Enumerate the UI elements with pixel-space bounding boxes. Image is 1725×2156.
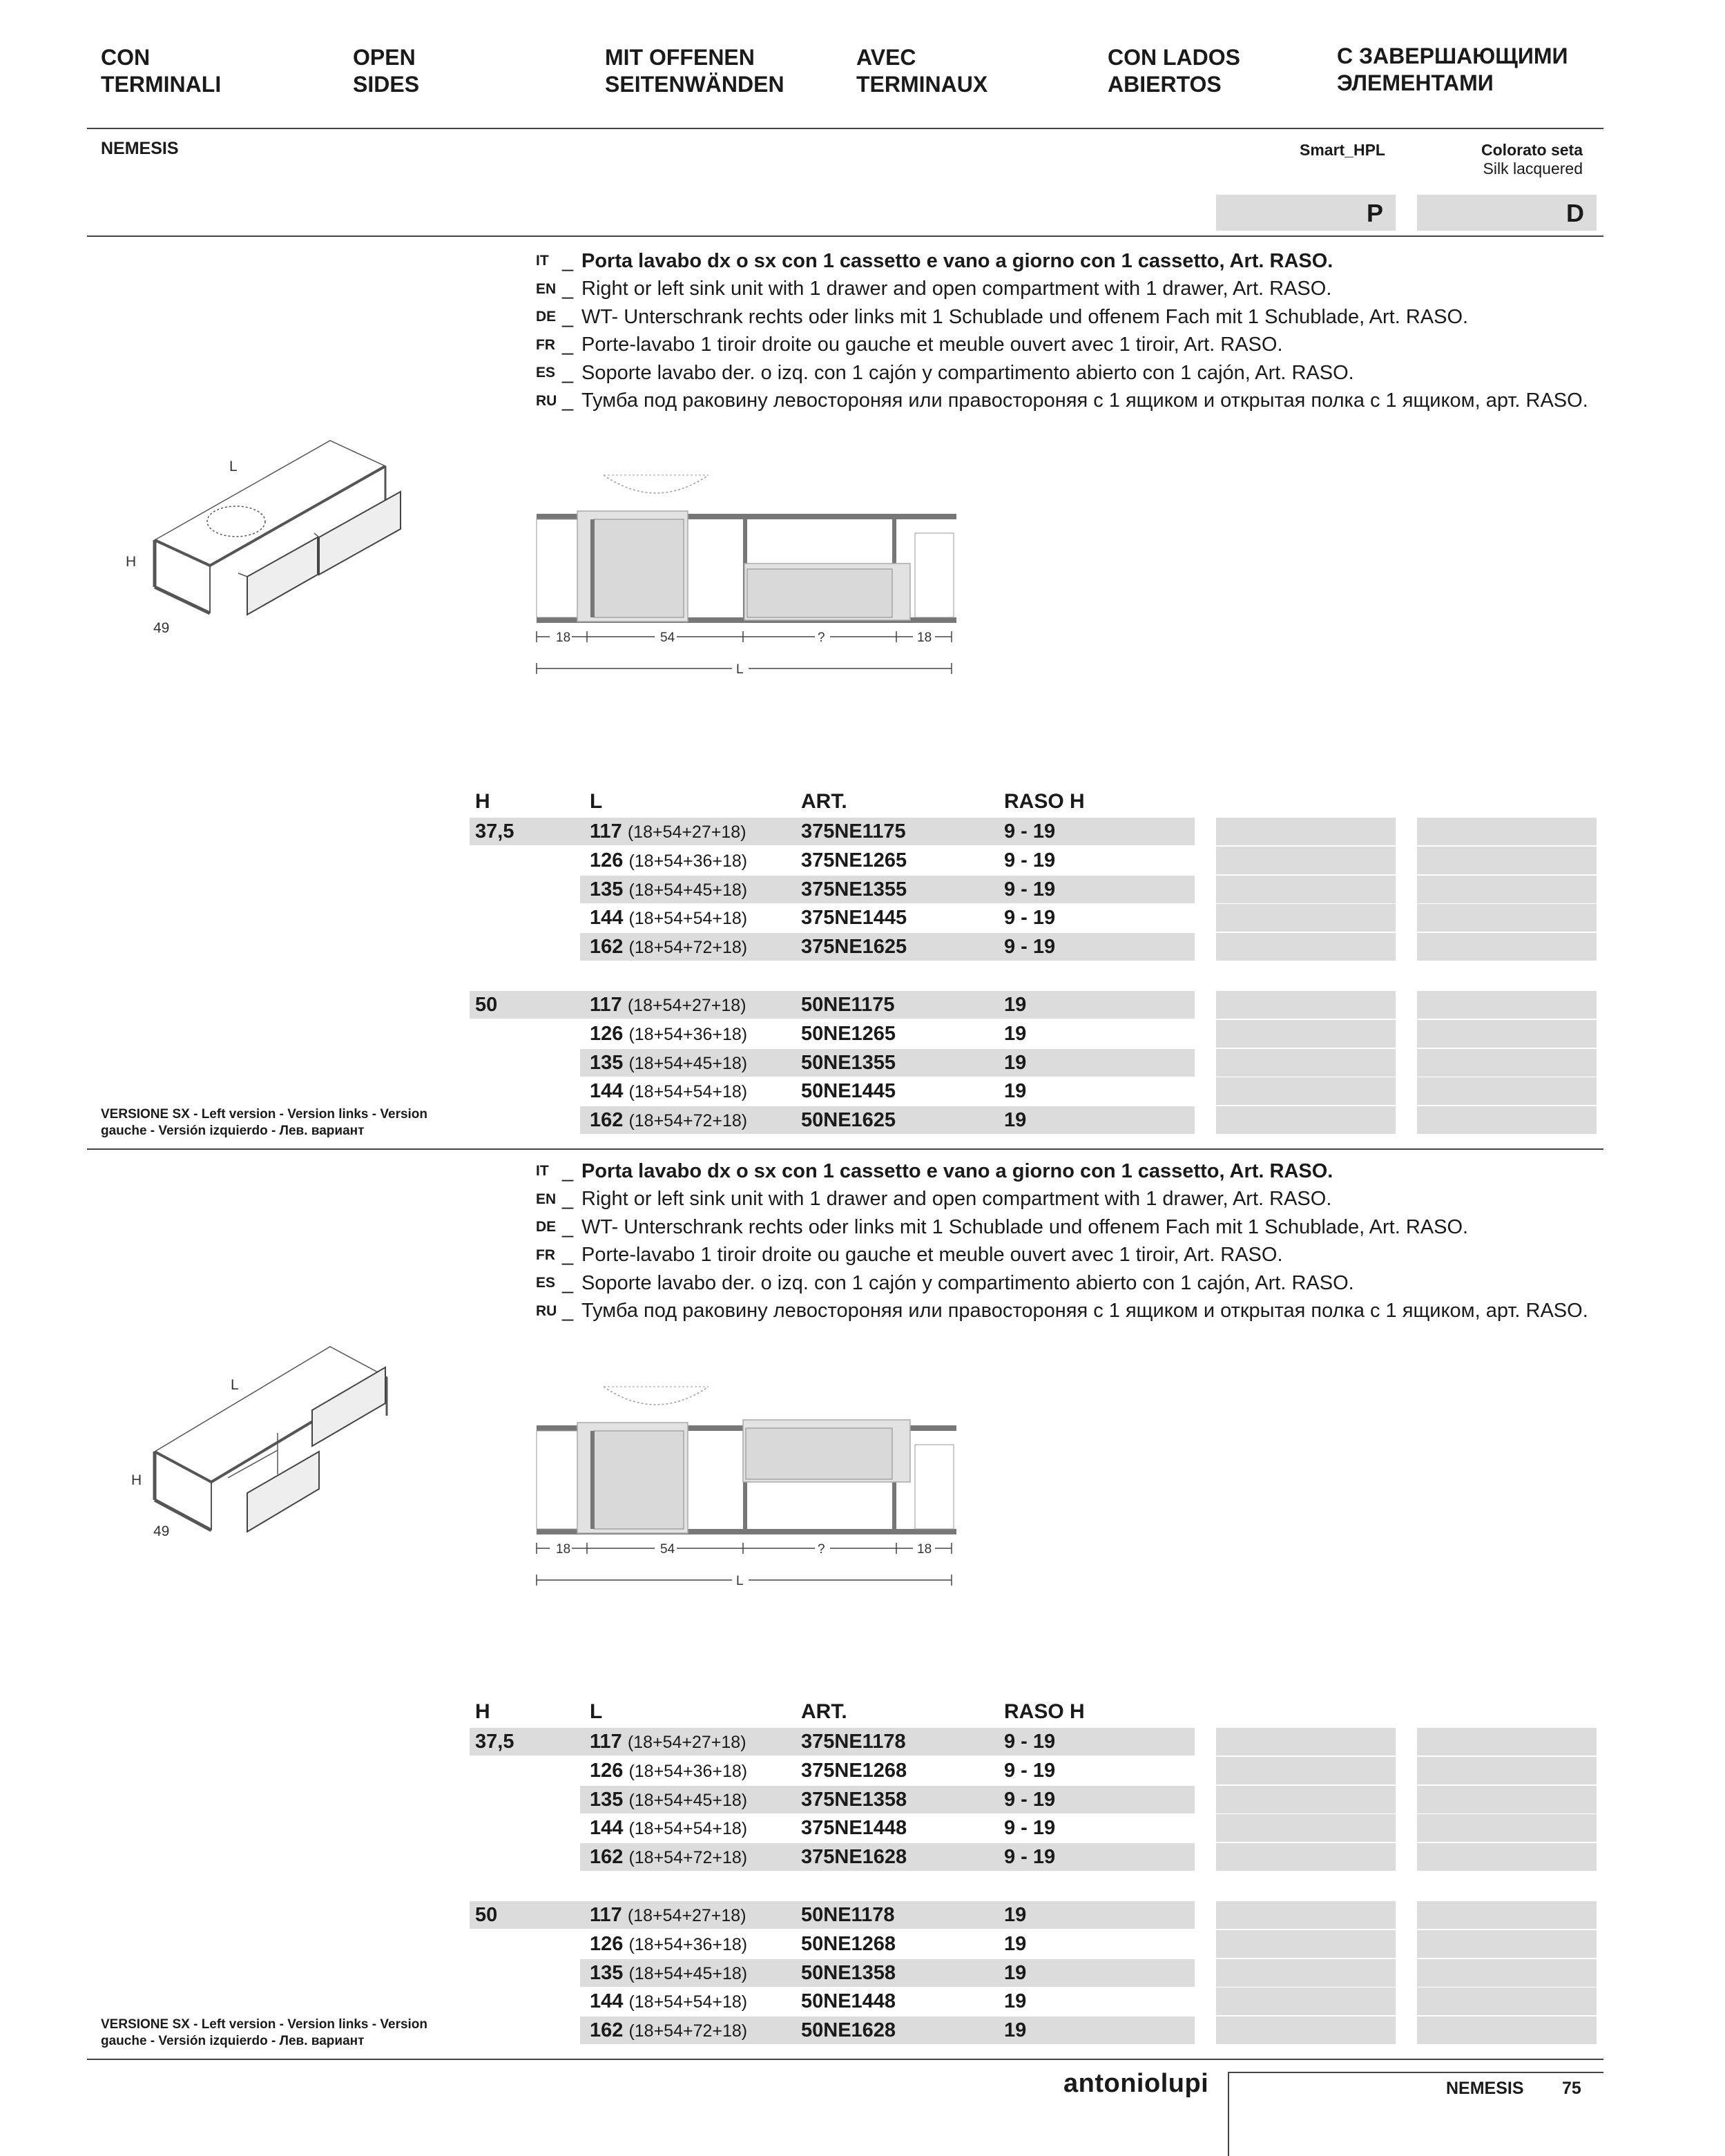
table-row [0,1930,1725,1958]
header-line: CON [101,45,151,70]
price-cell-p [1216,1077,1396,1105]
cell-l-value: 144 [590,1080,629,1103]
cell-l-value: 162 [590,1109,629,1132]
cell-l-value: 126 [590,1022,629,1045]
table-row [0,847,1725,874]
cell-art: 50NE1625 [801,1109,896,1132]
desc-text: Porta lavabo dx o sx con 1 cassetto e vano a giorno con 1 cassetto, Art. RASO. [581,1159,1333,1182]
table-row [0,1106,1725,1134]
table-row [0,933,1725,961]
cell-raso: 19 [1004,1080,1027,1103]
cell-h: 50 [475,1904,498,1926]
cell-raso: 9 - 19 [1004,878,1056,901]
cell-l-calc: (18+54+27+18) [627,996,746,1015]
cell-raso: 9 - 19 [1004,849,1056,872]
price-cell-p [1216,1106,1396,1134]
desc-line-it: IT _ Porta lavabo dx o sx con 1 cassetto e vano a giorno con 1 cassetto, Art. RASO. [536,249,1333,272]
desc-line-es: ES _ Soporte lavabo der. o izq. con 1 cajón y compartimento abierto con 1 cajón, Art. RASO. [536,1271,1354,1294]
header-divider [87,128,1603,129]
cell-art: 375NE1625 [801,936,907,959]
cell-l-calc: (18+54+54+18) [628,1992,748,2012]
header-line: OPEN [353,45,416,70]
cell-art: 50NE1448 [801,1990,896,2013]
price-cell-d [1417,904,1597,932]
price-cell-d [1417,1728,1597,1755]
cell-art: 375NE1448 [801,1817,907,1840]
dim-c-label: ? [818,1542,825,1557]
cell-l-calc: (18+54+27+18) [627,822,746,842]
th-raso: RASO H [1004,790,1085,813]
cell-l-value: 162 [590,2019,629,2042]
cell-h: 37,5 [475,1731,514,1753]
finish-d-name: Colorato seta [1481,141,1583,159]
desc-text: Soporte lavabo der. o izq. con 1 cajón y compartimento abierto con 1 cajón, Art. RASO. [581,1271,1354,1294]
brand-logo: antoniolupi [1063,2069,1209,2098]
price-cell-p [1216,1757,1396,1784]
iso-l-label: L [229,459,238,474]
cell-l-calc: (18+54+72+18) [628,938,748,958]
cell-raso: 9 - 19 [1004,1759,1056,1782]
table-row [0,1049,1725,1077]
finish-p-box [1216,195,1396,231]
cell-l-calc: (18+54+72+18) [628,1848,748,1868]
dim-total-label: L [736,1574,744,1588]
cell-l-value: 117 [590,994,628,1016]
price-cell-d [1417,933,1597,961]
cell-raso: 19 [1004,1904,1027,1926]
desc-line-es: ES _ Soporte lavabo der. o izq. con 1 cajón y compartimento abierto con 1 cajón, Art. RASO. [536,361,1354,384]
iso-l-label: L [231,1377,239,1393]
lang-code: EN [536,1191,557,1207]
cell-art: 375NE1268 [801,1759,907,1782]
cell-art: 50NE1445 [801,1080,896,1103]
desc-text: Porte-lavabo 1 tiroir droite ou gauche et meuble ouvert avec 1 tiroir, Art. RASO. [581,1244,1283,1267]
cell-l-value: 117 [590,820,628,843]
header-col-fr [856,44,987,98]
header-line: TERMINAUX [856,72,988,97]
cell-l-calc: (18+54+54+18) [628,1082,748,1102]
cell-art: 50NE1358 [801,1961,896,1984]
cell-l [590,1814,747,1842]
finish-d-letter: D [1566,199,1584,227]
dim-c-label: ? [818,631,825,645]
price-cell-p [1216,1901,1396,1929]
header-col-it [101,44,221,98]
dim-a-label: 18 [556,1542,571,1557]
finish-d-box [1417,195,1597,231]
cell-l [590,1987,747,2015]
lang-code: EN [536,280,557,297]
price-cell-p [1216,1786,1396,1813]
price-cell-d [1417,1106,1597,1134]
cell-l-calc: (18+54+54+18) [628,1819,748,1839]
footer-divider [87,2059,1603,2060]
price-cell-d [1417,1077,1597,1105]
dim-b-label: 54 [660,631,675,645]
cell-l [590,1959,747,1987]
cell-art: 50NE1628 [801,2019,896,2042]
th-h: H [475,1700,490,1723]
cell-l [590,1930,747,1958]
header-line: SEITENWÄNDEN [605,72,784,97]
cell-raso: 9 - 19 [1004,1817,1056,1840]
cell-raso: 9 - 19 [1004,1731,1056,1753]
iso-h-label: H [131,1472,142,1488]
iso-h-label: H [126,554,137,570]
lang-code: RU [536,392,557,409]
cell-raso: 9 - 19 [1004,1788,1056,1811]
cell-l [590,818,746,845]
cell-l [590,1901,746,1929]
header-col-de [605,44,784,98]
price-cell-p [1216,818,1396,845]
iso-d-label: 49 [153,620,170,636]
price-cell-p [1216,876,1396,903]
header-line: ЭЛЕМЕНТАМИ [1337,70,1494,95]
cell-l [590,876,747,903]
price-cell-p [1216,847,1396,874]
cell-l [590,904,747,932]
th-art: ART. [801,1700,847,1723]
price-cell-d [1417,1814,1597,1842]
cell-art: 50NE1175 [801,994,895,1016]
th-l: L [590,790,603,813]
header-line: SIDES [353,72,420,97]
price-cell-p [1216,1814,1396,1842]
lang-code: RU [536,1302,557,1319]
desc-text: Тумба под раковину левостороняя или правостороняя с 1 ящиком и открытая полка с 1 ящиком, арт. RASO. [581,1300,1588,1322]
isometric-drawing [117,1340,421,1554]
cell-h: 37,5 [475,820,514,843]
cell-l-calc: (18+54+36+18) [628,1761,748,1781]
price-cell-d [1417,2017,1597,2044]
cell-l [590,1728,746,1755]
price-cell-p [1216,904,1396,932]
desc-text: WT- Unterschrank rechts oder links mit 1 Schublade und offenem Fach mit 1 Schublade, Art. RASO. [581,305,1469,328]
th-l: L [590,1700,603,1723]
version-line: gauche - Versión izquierdo - Лев. вариант [101,1124,365,1138]
desc-line-ru: RU _ Тумба под раковину левостороняя или правостороняя с 1 ящиком и открытая полка с 1 ящиком, арт. RASO. [536,389,1588,412]
cell-l-calc: (18+54+72+18) [628,1111,748,1131]
dim-a-label: 18 [556,631,571,645]
table-row [0,1843,1725,1871]
cell-l [590,847,747,874]
price-cell-d [1417,1987,1597,2015]
price-cell-p [1216,991,1396,1019]
dim-b-label: 54 [660,1542,675,1557]
desc-line-fr: FR _ Porte-lavabo 1 tiroir droite ou gauche et meuble ouvert avec 1 tiroir, Art. RASO. [536,1244,1283,1267]
cell-l-calc: (18+54+45+18) [628,880,748,900]
header-col-en [353,44,419,98]
cell-l-value: 117 [590,1904,628,1926]
cell-l-value: 144 [590,1817,629,1840]
header-line: TERMINALI [101,72,222,97]
lang-code: IT [536,1163,549,1180]
cell-raso: 19 [1004,1051,1027,1074]
price-cell-p [1216,1987,1396,2015]
cell-l-value: 135 [590,1051,629,1074]
version-line: gauche - Versión izquierdo - Лев. вариант [101,2034,365,2048]
price-cell-d [1417,818,1597,845]
price-cell-p [1216,1049,1396,1077]
table-row [0,1959,1725,1987]
dim-d-label: 18 [917,631,932,645]
cell-l-calc: (18+54+45+18) [628,1053,748,1073]
cell-l [590,1020,747,1048]
desc-text: Porte-lavabo 1 tiroir droite ou gauche et meuble ouvert avec 1 tiroir, Art. RASO. [581,334,1283,356]
cell-l-value: 126 [590,1932,629,1955]
cell-l-calc: (18+54+36+18) [628,1934,748,1954]
front-elevation [532,1381,960,1588]
cell-art: 375NE1355 [801,878,907,901]
price-cell-d [1417,1757,1597,1784]
price-cell-d [1417,991,1597,1019]
cell-raso: 9 - 19 [1004,820,1056,843]
header-line: ABIERTOS [1108,72,1222,97]
cell-raso: 19 [1004,1932,1027,1955]
iso-d-label: 49 [153,1523,170,1539]
dim-total-label: L [736,662,744,677]
cell-l [590,2017,747,2044]
lang-code: DE [536,309,557,325]
price-cell-d [1417,1020,1597,1048]
cell-l-value: 144 [590,1990,629,2013]
desc-line-ru: RU _ Тумба под раковину левостороняя или правостороняя с 1 ящиком и открытая полка с 1 ящиком, арт. RASO. [536,1300,1588,1322]
cell-art: 50NE1178 [801,1904,895,1926]
price-cell-d [1417,1930,1597,1958]
price-cell-d [1417,1959,1597,1987]
description-block [536,247,1613,415]
page-number: 75 [1562,2079,1581,2098]
th-art: ART. [801,790,847,813]
cell-raso: 9 - 19 [1004,936,1056,959]
footer-box-left [1228,2072,1229,2156]
header-line: С ЗАВЕРШАЮЩИМИ [1337,44,1568,68]
finish-d-sub: Silk lacquered [1483,160,1583,177]
th-h: H [475,790,490,813]
cell-l [590,1757,747,1784]
desc-text: Soporte lavabo der. o izq. con 1 cajón y compartimento abierto con 1 cajón, Art. RASO. [581,361,1354,384]
table-row [0,876,1725,903]
cell-l [590,1077,747,1105]
cell-l-calc: (18+54+36+18) [628,1024,748,1044]
lang-code: FR [536,1247,555,1263]
cell-art: 375NE1175 [801,820,906,843]
price-cell-p [1216,1020,1396,1048]
cell-l-value: 144 [590,907,629,930]
cell-l-value: 126 [590,1759,629,1782]
header-line: MIT OFFENEN [605,45,755,70]
table-row [0,1786,1725,1813]
price-cell-p [1216,1728,1396,1755]
version-line: VERSIONE SX - Left version - Version links - Version [101,1107,428,1122]
cell-raso: 19 [1004,1990,1027,2013]
price-cell-p [1216,933,1396,961]
cell-art: 50NE1265 [801,1022,896,1045]
price-cell-p [1216,1959,1396,1987]
section-divider [87,235,1603,237]
cell-l [590,1049,747,1077]
cell-l-calc: (18+54+45+18) [628,1963,748,1983]
price-cell-p [1216,2017,1396,2044]
desc-text: WT- Unterschrank rechts oder links mit 1 Schublade und offenem Fach mit 1 Schublade, Art. RASO. [581,1215,1469,1238]
cell-l-calc: (18+54+72+18) [628,2021,748,2041]
cell-art: 375NE1265 [801,849,907,872]
lang-code: FR [536,336,555,353]
header-col-es [1108,44,1240,98]
table-row [0,1901,1725,1929]
cell-art: 375NE1628 [801,1846,907,1869]
cell-raso: 19 [1004,2019,1027,2042]
lang-code: ES [536,365,556,381]
table-row [0,1077,1725,1105]
table-row [0,991,1725,1019]
section-divider [87,1148,1603,1150]
footer-collection: NEMESIS [1446,2079,1524,2098]
table-row [0,1987,1725,2015]
cell-l [590,1786,747,1813]
footer-box-top [1228,2072,1603,2073]
table-row [0,1757,1725,1784]
finish-p-name: Smart_HPL [1300,141,1385,159]
cell-l-value: 162 [590,936,629,959]
cell-l-value: 117 [590,1731,628,1753]
cell-art: 375NE1178 [801,1731,906,1753]
isometric-drawing [117,428,421,642]
table-row [0,818,1725,845]
desc-text: Porta lavabo dx o sx con 1 cassetto e vano a giorno con 1 cassetto, Art. RASO. [581,249,1333,272]
cell-raso: 19 [1004,1961,1027,1984]
table-row [0,904,1725,932]
cell-raso: 9 - 19 [1004,907,1056,930]
cell-raso: 19 [1004,1109,1027,1132]
cell-l [590,1106,747,1134]
front-elevation [532,470,960,677]
desc-text: Right or left sink unit with 1 drawer and open compartment with 1 drawer, Art. RASO. [581,278,1332,300]
finish-p-letter: P [1366,199,1383,227]
cell-l [590,1843,747,1871]
price-cell-d [1417,1049,1597,1077]
desc-line-fr: FR _ Porte-lavabo 1 tiroir droite ou gauche et meuble ouvert avec 1 tiroir, Art. RASO. [536,334,1283,356]
finish-d-label [1416,141,1583,178]
cell-l-calc: (18+54+45+18) [628,1790,748,1810]
cell-l-calc: (18+54+54+18) [628,909,748,929]
price-cell-d [1417,1901,1597,1929]
desc-text: Тумба под раковину левостороняя или правостороняя с 1 ящиком и открытая полка с 1 ящиком, арт. RASO. [581,389,1588,412]
cell-l [590,933,747,961]
lang-code: IT [536,253,549,269]
cell-l-calc: (18+54+27+18) [627,1906,746,1925]
price-cell-d [1417,1843,1597,1871]
price-cell-p [1216,1930,1396,1958]
desc-line-en: EN _ Right or left sink unit with 1 drawer and open compartment with 1 drawer, Art. RASO. [536,278,1332,300]
cell-l-value: 135 [590,1961,629,1984]
cell-art: 375NE1358 [801,1788,907,1811]
table-row [0,1814,1725,1842]
cell-raso: 19 [1004,994,1027,1016]
desc-line-de: DE _ WT- Unterschrank rechts oder links mit 1 Schublade und offenem Fach mit 1 Schublade, Art. RASO. [536,1215,1469,1238]
price-cell-d [1417,847,1597,874]
lang-code: DE [536,1219,557,1235]
cell-l-value: 135 [590,878,629,901]
header-line: CON LADOS [1108,45,1240,70]
lang-code: ES [536,1275,556,1291]
cell-h: 50 [475,994,498,1016]
desc-line-en: EN _ Right or left sink unit with 1 drawer and open compartment with 1 drawer, Art. RASO. [536,1188,1332,1211]
cell-art: 50NE1355 [801,1051,896,1074]
cell-l-calc: (18+54+27+18) [627,1733,746,1752]
desc-line-it: IT _ Porta lavabo dx o sx con 1 cassetto e vano a giorno con 1 cassetto, Art. RASO. [536,1159,1333,1182]
cell-art: 50NE1268 [801,1932,896,1955]
price-cell-p [1216,1843,1396,1871]
desc-text: Right or left sink unit with 1 drawer and open compartment with 1 drawer, Art. RASO. [581,1188,1332,1211]
cell-art: 375NE1445 [801,907,907,930]
cell-l-calc: (18+54+36+18) [628,851,748,871]
table-row [0,2017,1725,2044]
price-cell-d [1417,1786,1597,1813]
table-row [0,1728,1725,1755]
cell-l-value: 135 [590,1788,629,1811]
cell-raso: 9 - 19 [1004,1846,1056,1869]
th-raso: RASO H [1004,1700,1085,1723]
product-name: NEMESIS [101,139,179,158]
header-line: AVEC [856,45,916,70]
description-block [536,1157,1613,1325]
desc-line-de: DE _ WT- Unterschrank rechts oder links mit 1 Schublade und offenem Fach mit 1 Schublade, Art. RASO. [536,305,1469,328]
version-line: VERSIONE SX - Left version - Version links - Version [101,2017,428,2032]
cell-raso: 19 [1004,1022,1027,1045]
cell-l-value: 162 [590,1846,629,1869]
price-cell-d [1417,876,1597,903]
cell-l [590,991,746,1019]
dim-d-label: 18 [917,1542,932,1557]
cell-l-value: 126 [590,849,629,872]
table-row [0,1020,1725,1048]
header-col-ru [1337,43,1568,97]
